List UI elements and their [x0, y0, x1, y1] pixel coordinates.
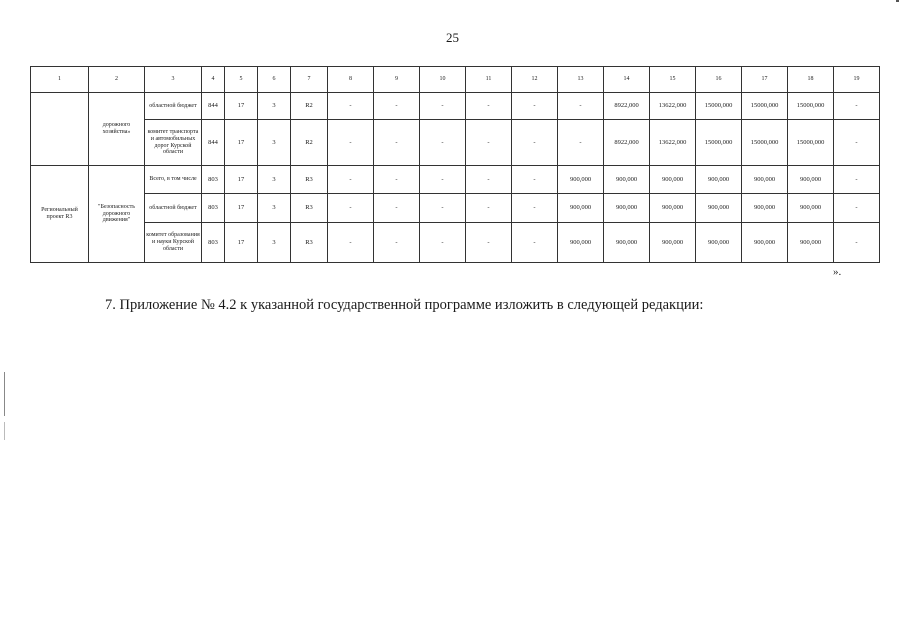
closing-quote: ». — [833, 266, 842, 278]
table-cell: - — [512, 93, 558, 120]
table-cell: R3 — [291, 223, 328, 263]
header-cell: 3 — [145, 67, 202, 93]
program-name-cell: "Безопасность дорожного движения" — [89, 166, 145, 263]
table-cell: - — [466, 93, 512, 120]
scan-edge-mark — [4, 422, 5, 440]
table-cell: 3 — [258, 120, 291, 166]
table-header-row — [31, 67, 880, 93]
program-name-cell: дорожного хозяйства» — [89, 93, 145, 166]
page-number: 25 — [446, 30, 459, 45]
header-cell: 15 — [650, 67, 696, 93]
table-cell: 900,000 — [742, 223, 788, 263]
table-cell: - — [834, 120, 880, 166]
budget-table — [30, 66, 880, 263]
header-cell: 8 — [328, 67, 374, 93]
table-cell: - — [374, 120, 420, 166]
table-cell: 900,000 — [604, 194, 650, 223]
table-cell: - — [466, 120, 512, 166]
table-cell: 13622,000 — [650, 120, 696, 166]
project-name-cell: Региональный проект R3 — [31, 166, 89, 263]
table-cell: 15000,000 — [788, 93, 834, 120]
table-cell: - — [558, 120, 604, 166]
table-cell: - — [374, 166, 420, 194]
header-cell: 12 — [512, 67, 558, 93]
table-cell: - — [558, 93, 604, 120]
table-cell: - — [834, 166, 880, 194]
header-cell: 6 — [258, 67, 291, 93]
table-cell: - — [420, 194, 466, 223]
table-cell: 17 — [225, 194, 258, 223]
funding-source-cell: областной бюджет — [145, 93, 202, 120]
table-cell: 900,000 — [742, 194, 788, 223]
table-cell: 900,000 — [788, 166, 834, 194]
table-cell: - — [328, 194, 374, 223]
table-cell: 900,000 — [650, 166, 696, 194]
table-cell: 803 — [202, 223, 225, 263]
table-cell: 844 — [202, 120, 225, 166]
header-cell: 7 — [291, 67, 328, 93]
table-cell: - — [466, 166, 512, 194]
table-row — [31, 93, 880, 120]
amendment-paragraph: 7. Приложение № 4.2 к указанной государственной программе изложить в следующей редакции: — [105, 297, 704, 313]
table-cell: - — [834, 223, 880, 263]
table-cell: 8922,000 — [604, 93, 650, 120]
table-row — [31, 194, 880, 223]
table-cell: 900,000 — [696, 223, 742, 263]
header-cell: 2 — [89, 67, 145, 93]
table-cell: 900,000 — [558, 223, 604, 263]
header-cell: 16 — [696, 67, 742, 93]
funding-source-cell: комитет образования и науки Курской области — [145, 223, 202, 263]
header-cell: 14 — [604, 67, 650, 93]
table-cell: 13622,000 — [650, 93, 696, 120]
table-cell: - — [420, 93, 466, 120]
table-row — [31, 166, 880, 194]
table-cell: - — [328, 120, 374, 166]
table-cell: 900,000 — [650, 194, 696, 223]
table-cell: - — [512, 120, 558, 166]
table-cell: 900,000 — [788, 194, 834, 223]
table-row — [31, 120, 880, 166]
table-cell: 900,000 — [558, 194, 604, 223]
table-cell: 900,000 — [742, 166, 788, 194]
header-cell: 18 — [788, 67, 834, 93]
table-cell: R3 — [291, 166, 328, 194]
table-cell: - — [328, 93, 374, 120]
table-cell: R3 — [291, 194, 328, 223]
header-cell: 4 — [202, 67, 225, 93]
table-cell: 3 — [258, 223, 291, 263]
table-cell: 15000,000 — [696, 93, 742, 120]
table-cell: 900,000 — [696, 166, 742, 194]
table-cell: - — [374, 194, 420, 223]
header-cell: 10 — [420, 67, 466, 93]
table-cell: - — [374, 223, 420, 263]
table-cell: 15000,000 — [696, 120, 742, 166]
table-cell: - — [420, 120, 466, 166]
table-cell: 900,000 — [604, 166, 650, 194]
header-cell: 17 — [742, 67, 788, 93]
table-cell: 900,000 — [788, 223, 834, 263]
table-cell: R2 — [291, 120, 328, 166]
header-cell: 19 — [834, 67, 880, 93]
table-cell: 803 — [202, 194, 225, 223]
header-cell: 11 — [466, 67, 512, 93]
header-cell: 5 — [225, 67, 258, 93]
table-cell: - — [328, 223, 374, 263]
table-cell: 3 — [258, 194, 291, 223]
table-cell: - — [512, 223, 558, 263]
empty-merged-cell — [31, 93, 89, 166]
table-cell: 15000,000 — [742, 93, 788, 120]
table-cell: 15000,000 — [742, 120, 788, 166]
table-cell: 8922,000 — [604, 120, 650, 166]
table-cell: - — [834, 194, 880, 223]
table-cell: 900,000 — [558, 166, 604, 194]
table-cell: - — [420, 166, 466, 194]
table-cell: 844 — [202, 93, 225, 120]
table-cell: 15000,000 — [788, 120, 834, 166]
table-cell: R2 — [291, 93, 328, 120]
scan-edge-mark — [4, 372, 5, 416]
table-cell: - — [328, 166, 374, 194]
table-cell: 3 — [258, 93, 291, 120]
table-cell: 17 — [225, 166, 258, 194]
table-cell: - — [512, 194, 558, 223]
table-cell: 17 — [225, 223, 258, 263]
table-cell: - — [834, 93, 880, 120]
table-cell: 3 — [258, 166, 291, 194]
scan-corner-mark — [896, 0, 899, 2]
table-cell: - — [512, 166, 558, 194]
table-row — [31, 223, 880, 263]
table-cell: 17 — [225, 93, 258, 120]
table-cell: - — [466, 223, 512, 263]
header-cell: 9 — [374, 67, 420, 93]
table-cell: 803 — [202, 166, 225, 194]
header-cell: 13 — [558, 67, 604, 93]
funding-source-cell: комитет транспорта и автомобильных дорог Курской области — [145, 120, 202, 166]
table-cell: 900,000 — [604, 223, 650, 263]
funding-source-cell: областной бюджет — [145, 194, 202, 223]
table-cell: 900,000 — [696, 194, 742, 223]
table-cell: - — [374, 93, 420, 120]
table-cell: 900,000 — [650, 223, 696, 263]
header-cell: 1 — [31, 67, 89, 93]
table-cell: - — [466, 194, 512, 223]
funding-source-cell: Всего, в том числе — [145, 166, 202, 194]
table-cell: - — [420, 223, 466, 263]
table-cell: 17 — [225, 120, 258, 166]
